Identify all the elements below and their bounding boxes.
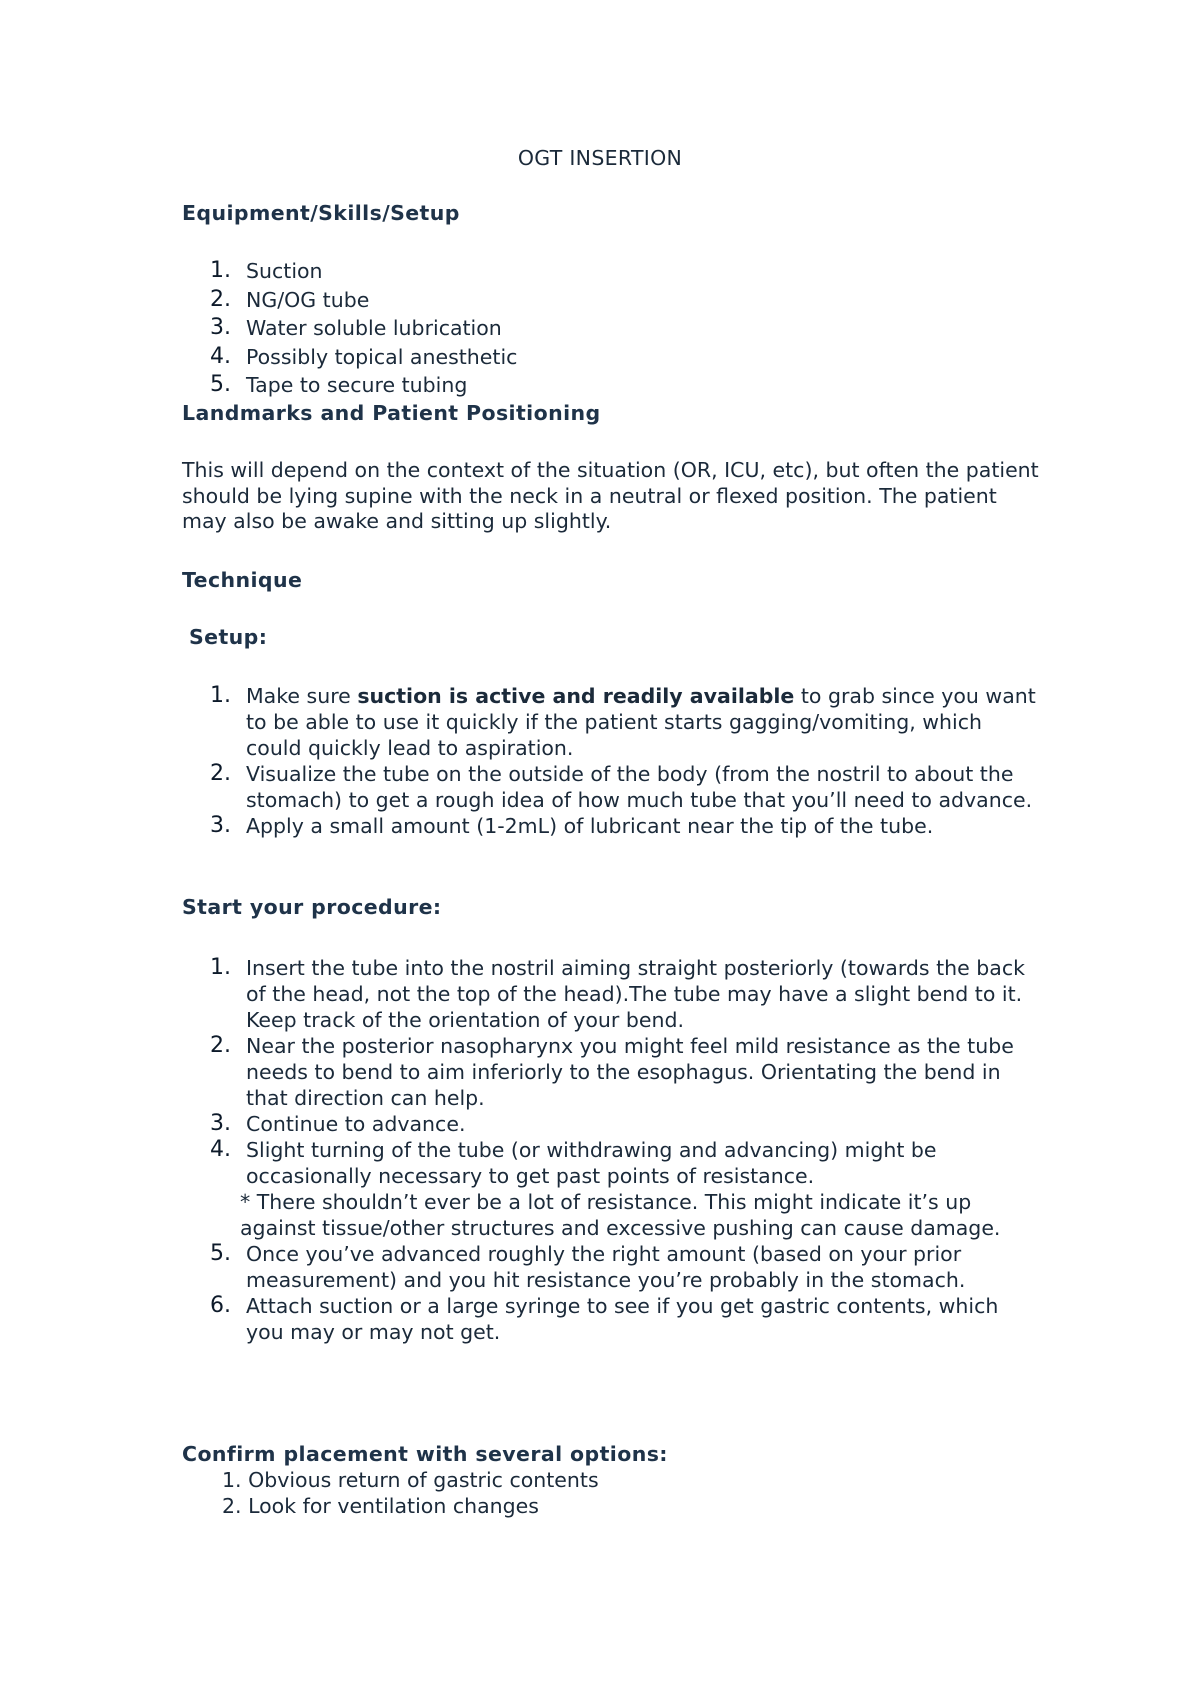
confirm-list [222,1467,599,1519]
list-item: 3. Continue to advance. [210,1111,466,1136]
list-item: 3. Apply a small amount (1-2mL) of lubricant near the tip of the tube. [210,813,934,838]
confirm-heading: Confirm placement with several options: [182,1442,668,1466]
equipment-list [210,257,1040,400]
list-item: 2. Look for ventilation changes [222,1494,539,1518]
emphasis-text: suction is active and readily available [357,684,795,708]
list-item: 2. NG/OG tube [210,286,370,312]
document-title: OGT INSERTION [517,146,683,170]
list-item: 6. Attach suction or a large syringe to see if you get gastric contents, which you may or may not get. [210,1293,999,1344]
list-item: 5. Once you’ve advanced roughly the right amount (based on your prior measurement) and you hit resistance you’re probably in the stomach. [210,1241,966,1292]
resistance-note: * There shouldn’t ever be a lot of resistance. This might indicate it’s up against tissue/other structures and excessive pushing can cause damage. [240,1190,1001,1240]
setup-list [210,683,1040,839]
list-item: 1. Make sure suction is active and readily available to grab since you want to be able to use it quickly if the patient starts gagging/vomiting, which could quickly lead to aspiration. [210,683,1036,760]
equipment-heading: Equipment/Skills/Setup [182,201,460,225]
technique-heading: Technique [182,568,303,592]
list-item: 3. Water soluble lubrication [210,315,502,340]
list-item: 2. Near the posterior nasopharynx you might feel mild resistance as the tube needs to bend to aim inferiorly to the esophagus. Orientating the bend in that direction can help. [210,1033,1014,1110]
list-item: 2. Visualize the tube on the outside of the body (from the nostril to about the stomach) to get a rough idea of how much tube that you’ll need to advance. [210,761,1033,812]
landmarks-heading: Landmarks and Patient Positioning [182,401,601,425]
list-item: 5. Tape to secure tubing [210,372,468,397]
list-item: 4. Slight turning of the tube (or withdrawing and advancing) might be occasionally necessary to get past points of resistance. * There shouldn’t ever be a lot of resistance. This might indicate it’s up against tissue/other structures and excessive pushing can cause damage. [210,1137,1040,1241]
setup-heading: Setup: [189,625,268,649]
list-item: 4. Possibly topical anesthetic [210,343,518,369]
landmarks-paragraph: This will depend on the context of the situation (OR, ICU, etc), but often the patient should be lying supine with the neck in a neutral or flexed position. The patient may also be awake and sitting up slightly. [182,458,1039,533]
procedure-heading: Start your procedure: [182,895,442,919]
list-item: 1. Suction [210,258,323,283]
procedure-list [210,955,1040,1345]
list-item: 1. Insert the tube into the nostril aiming straight posteriorly (towards the back of the head, not the top of the head).The tube may have a slight bend to it. Keep track of the orientation of your bend. [210,955,1025,1032]
list-item: 1. Obvious return of gastric contents [222,1468,599,1492]
